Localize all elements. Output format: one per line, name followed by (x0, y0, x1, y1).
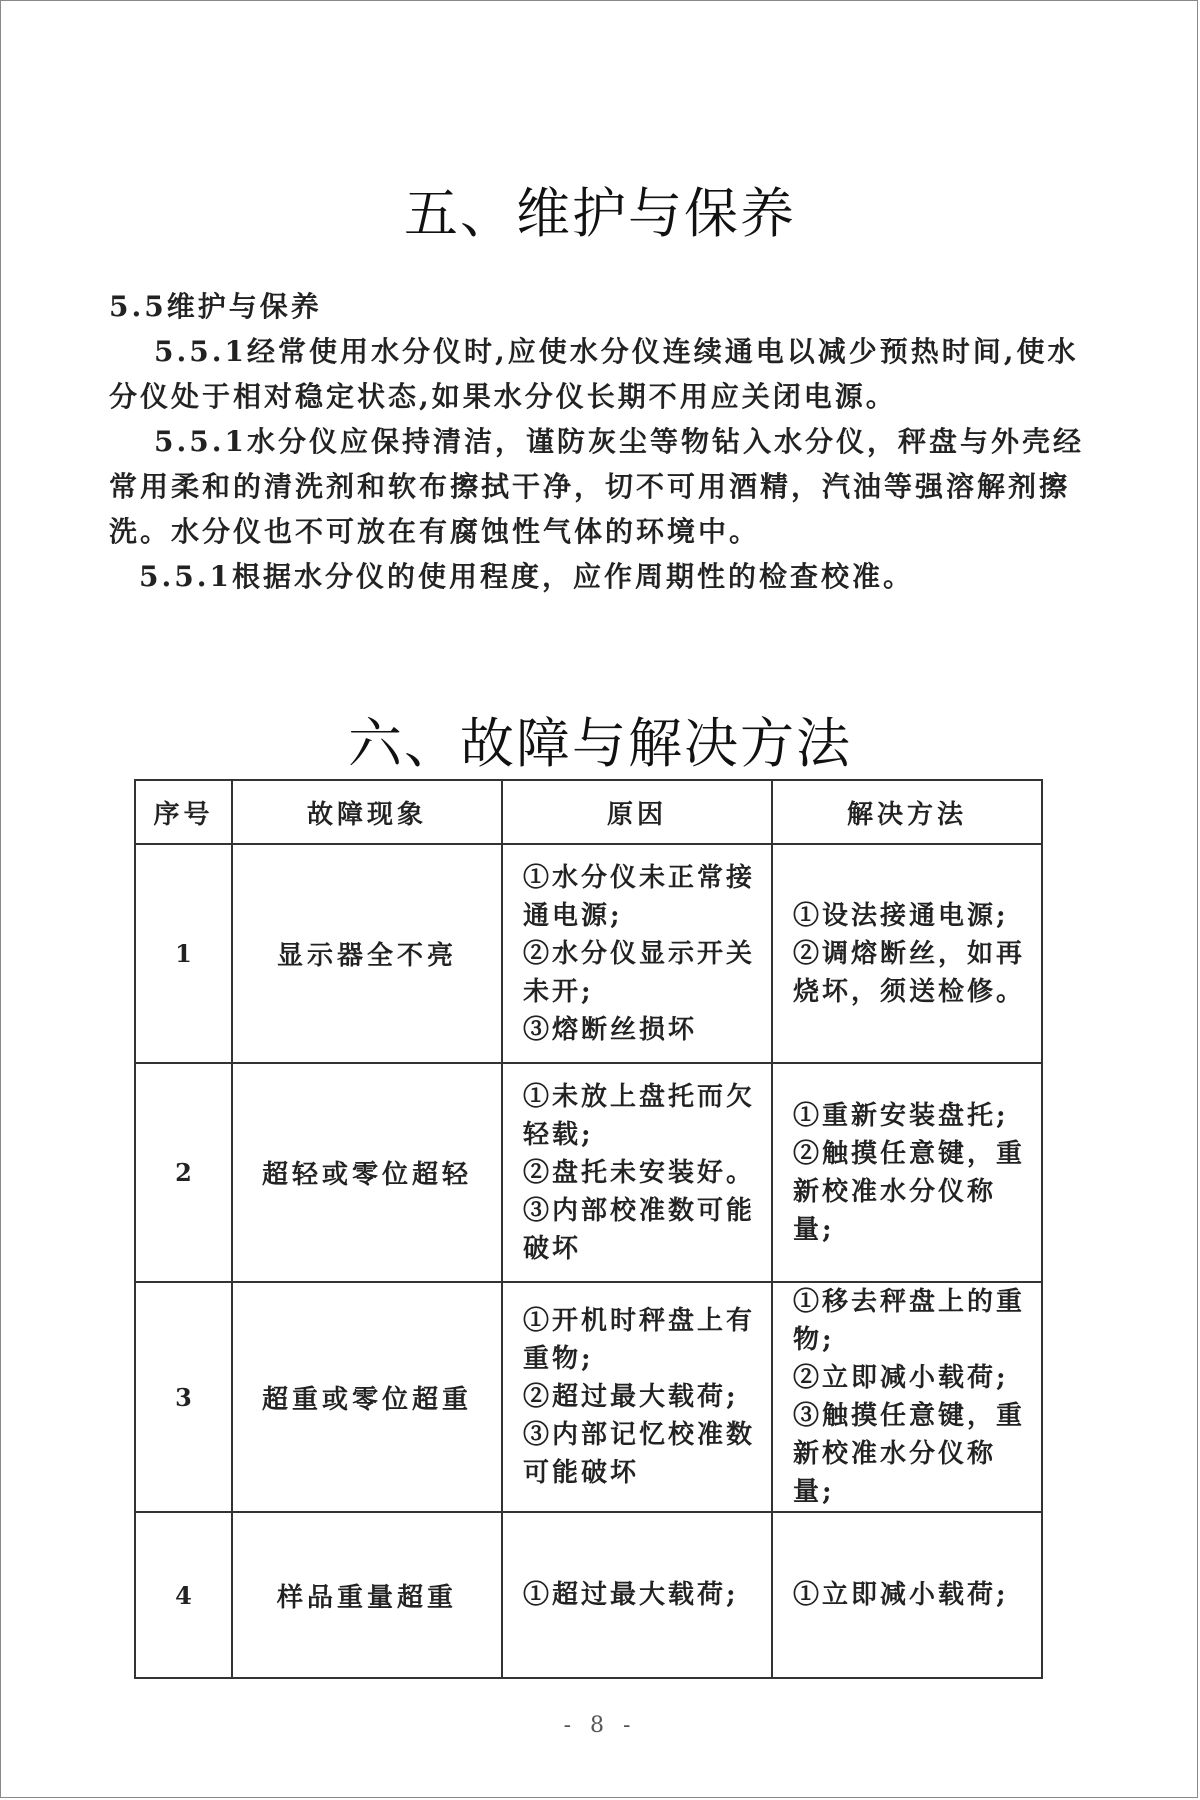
header-solution: 解决方法 (772, 780, 1042, 844)
cause-item: ②盘托未安装好。 (523, 1157, 756, 1188)
cause-item: ②水分仪显示开关未开; (523, 938, 756, 1007)
header-symptom: 故障现象 (232, 780, 502, 844)
solution-item: ②触摸任意键，重新校准水分仪称量; (793, 1138, 1026, 1245)
cause-cell (502, 1063, 772, 1282)
solution-cell (772, 1512, 1042, 1678)
symptom-cell: 超轻或零位超轻 (232, 1063, 502, 1282)
subsection-heading: 5.5维护与保养 (109, 290, 322, 323)
page-number: - 8 - (563, 1713, 637, 1738)
row-number: 1 (135, 844, 232, 1063)
table-row (135, 1063, 1042, 1282)
cause-cell (502, 1282, 772, 1512)
header-cause: 原因 (502, 780, 772, 844)
cause-cell (502, 844, 772, 1063)
cause-cell (502, 1512, 772, 1678)
symptom-cell: 显示器全不亮 (232, 844, 502, 1063)
cause-item: ②超过最大载荷; (523, 1382, 739, 1412)
table-row (135, 1512, 1042, 1678)
solution-item: ①设法接通电源; (793, 900, 1009, 931)
row-number: 4 (135, 1512, 232, 1678)
section-5-title: 五、维护与保养 (404, 182, 796, 245)
cause-item: ①水分仪未正常接通电源; (523, 862, 756, 931)
symptom-cell: 超重或零位超重 (232, 1282, 502, 1512)
cause-item: ①开机时秤盘上有重物; (523, 1306, 756, 1374)
symptom-cell: 样品重量超重 (232, 1512, 502, 1678)
table-row (135, 1282, 1042, 1512)
paragraph-1: 5.5.1经常使用水分仪时,应使水分仪连续通电以减少预热时间,使水分仪处于相对稳定状态,如果水分仪长期不用应关闭电源。 (109, 335, 1079, 413)
solution-item: ①移去秤盘上的重物; (793, 1287, 1026, 1355)
cause-item: ③熔断丝损坏 (523, 1014, 698, 1045)
solution-cell (772, 844, 1042, 1063)
solution-item: ①立即减小载荷; (793, 1580, 1009, 1610)
solution-item: ①重新安装盘托; (793, 1100, 1009, 1131)
paragraph-2: 5.5.1水分仪应保持清洁，谨防灰尘等物钻入水分仪，秤盘与外壳经常用柔和的清洗剂和软布擦拭干净，切不可用酒精，汽油等强溶解剂擦洗。水分仪也不可放在有腐蚀性气体的环境中。 (109, 425, 1084, 548)
solution-item: ②调熔断丝，如再烧坏，须送检修。 (793, 938, 1026, 1007)
cause-item: ③内部校准数可能破坏 (523, 1195, 756, 1264)
fault-table (134, 779, 1043, 1679)
cause-item: ①超过最大载荷; (523, 1580, 739, 1610)
paragraph-3: 5.5.1根据水分仪的使用程度，应作周期性的检查校准。 (139, 560, 914, 593)
solution-cell (772, 1063, 1042, 1282)
row-number: 3 (135, 1282, 232, 1512)
header-no: 序号 (135, 780, 232, 844)
section-6-title: 六、故障与解决方法 (348, 712, 852, 775)
solution-cell (772, 1282, 1042, 1512)
cause-item: ①未放上盘托而欠轻载; (523, 1081, 756, 1150)
row-number: 2 (135, 1063, 232, 1282)
table-header-row (135, 780, 1042, 844)
table-row (135, 844, 1042, 1063)
solution-item: ③触摸任意键，重新校准水分仪称量; (793, 1401, 1026, 1507)
cause-item: ③内部记忆校准数可能破坏 (523, 1420, 756, 1488)
solution-item: ②立即减小载荷; (793, 1363, 1009, 1393)
